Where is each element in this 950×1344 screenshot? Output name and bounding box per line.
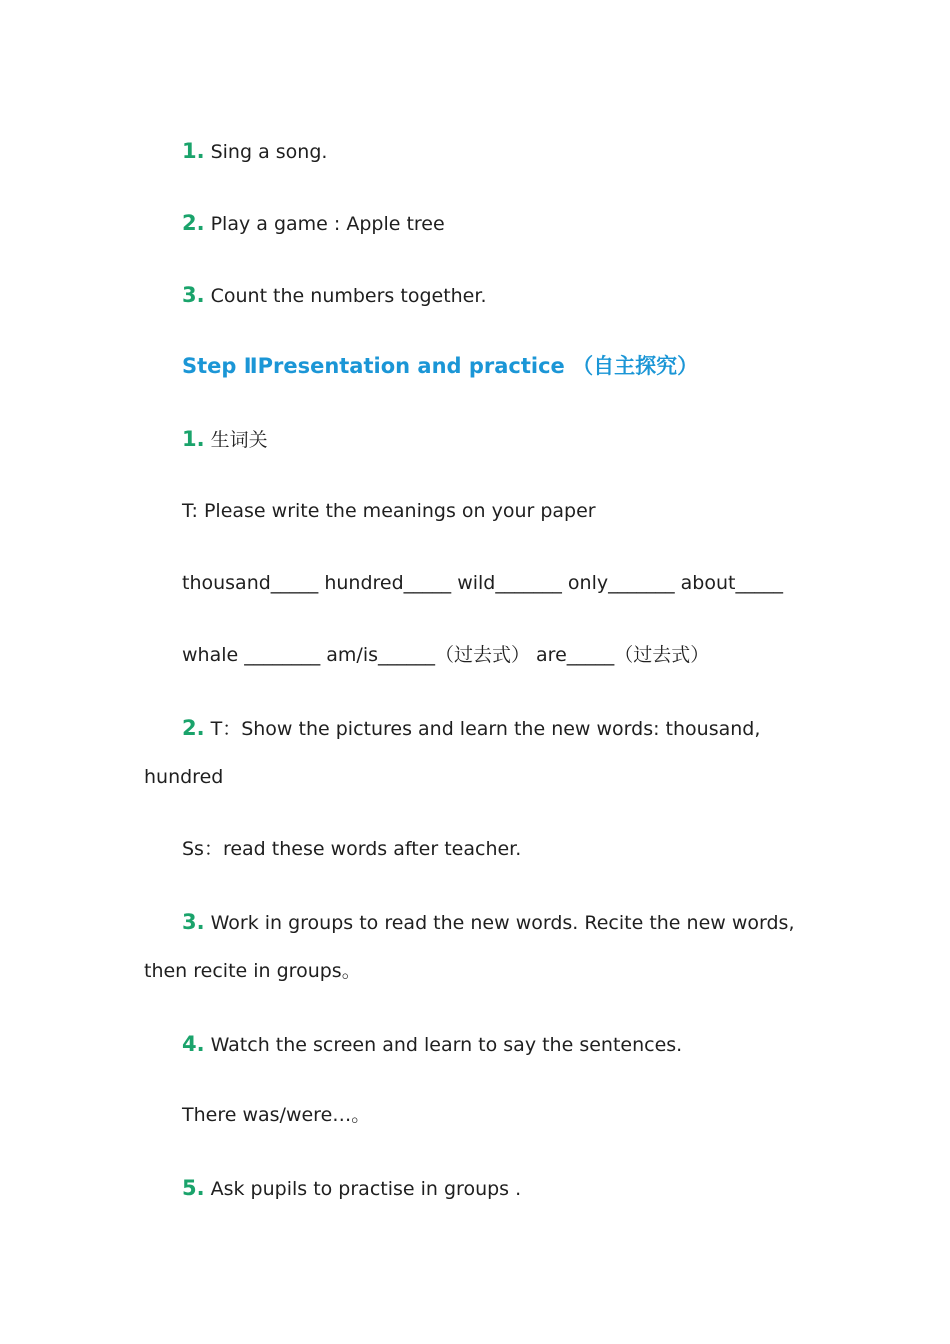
item-text: 生词关 bbox=[210, 429, 268, 451]
item-number: 1. bbox=[182, 427, 205, 451]
step2-item-2 bbox=[182, 716, 760, 741]
warmup-item-2 bbox=[182, 211, 445, 236]
item-number: 3. bbox=[182, 283, 205, 307]
section-heading: Step ⅡPresentation and practice （自主探究） bbox=[182, 354, 699, 378]
item-text: Play a game : Apple tree bbox=[210, 213, 445, 235]
step2-item-4 bbox=[182, 1032, 682, 1057]
step2-item-2-continuation: hundred bbox=[144, 766, 224, 788]
students-line: Ss：read these words after teacher. bbox=[182, 838, 522, 860]
item-text: Ask pupils to practise in groups . bbox=[210, 1178, 522, 1200]
item-text: T：Show the pictures and learn the new words: thousand, bbox=[210, 718, 761, 740]
item-text: Work in groups to read the new words. Recite the new words, bbox=[210, 912, 795, 934]
step2-item-3 bbox=[182, 910, 795, 935]
warmup-item-1 bbox=[182, 139, 327, 164]
vocab-blanks-line-1: thousand_____ hundred_____ wild_______ only_______ about_____ bbox=[182, 572, 783, 594]
item-number: 2. bbox=[182, 211, 205, 235]
item-text: Sing a song. bbox=[210, 141, 328, 163]
teacher-instruction: T: Please write the meanings on your paper bbox=[182, 500, 596, 522]
step2-item-3-continuation: then recite in groups。 bbox=[144, 960, 361, 982]
step2-item-5 bbox=[182, 1176, 521, 1201]
item-number: 3. bbox=[182, 910, 205, 934]
vocab-blanks-line-2: whale ________ am/is______（过去式） are_____（过去式） bbox=[182, 644, 710, 666]
item-number: 1. bbox=[182, 139, 205, 163]
step2-item-1 bbox=[182, 427, 268, 452]
item-number: 2. bbox=[182, 716, 205, 740]
sentence-pattern: There was/were…。 bbox=[182, 1104, 371, 1126]
item-text: Count the numbers together. bbox=[210, 285, 487, 307]
warmup-item-3 bbox=[182, 283, 486, 308]
item-number: 5. bbox=[182, 1176, 205, 1200]
item-text: Watch the screen and learn to say the sentences. bbox=[210, 1034, 683, 1056]
item-number: 4. bbox=[182, 1032, 205, 1056]
